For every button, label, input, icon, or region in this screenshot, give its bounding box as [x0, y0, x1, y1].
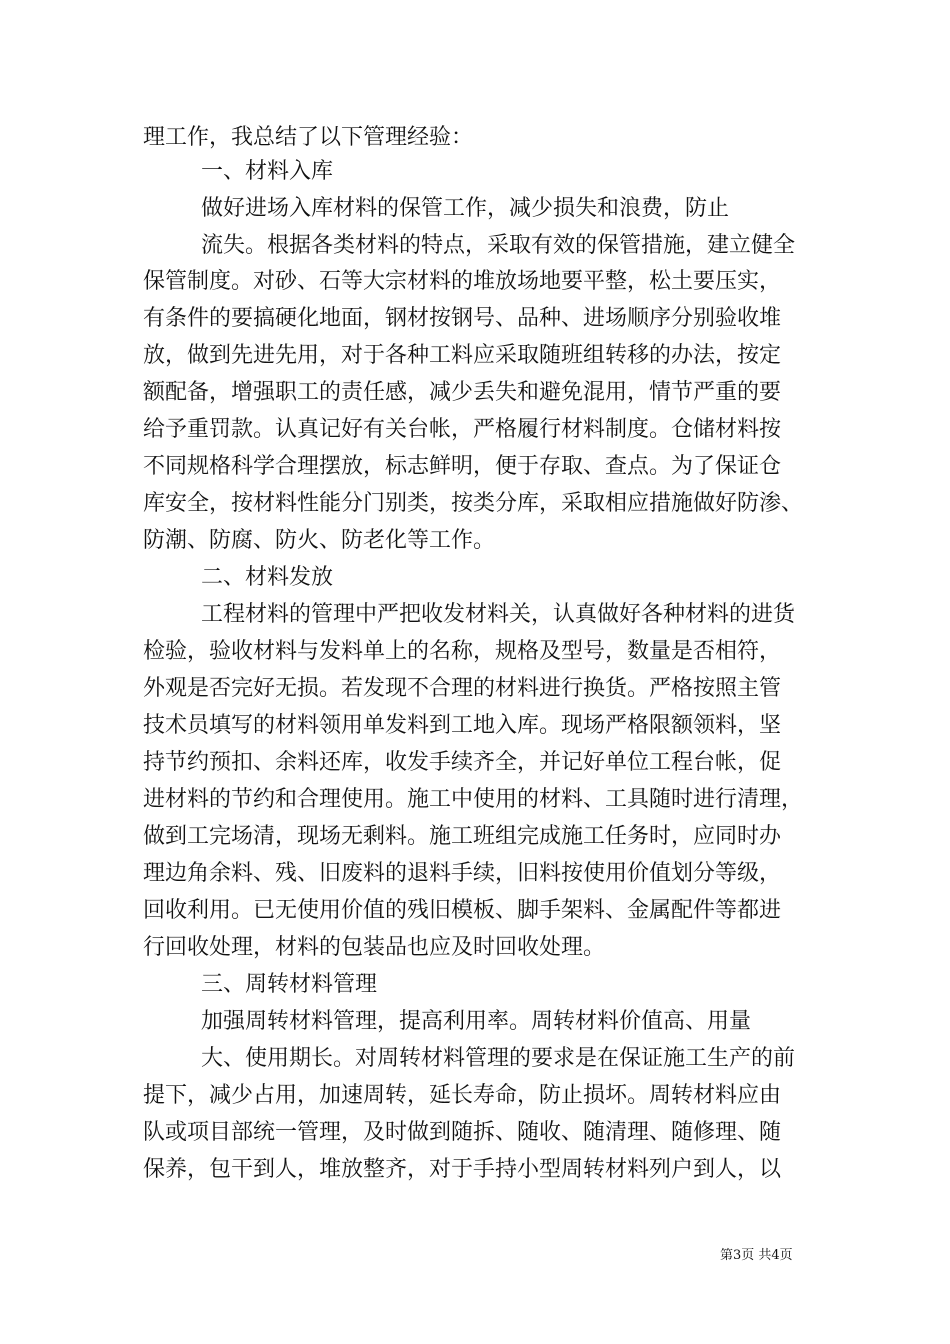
section-heading: 一、材料入库 [201, 159, 334, 184]
text-line: 不同规格科学合理摆放，标志鲜明，便于存取、查点。为了保证仓 [143, 454, 782, 479]
text-line: 理工作，我总结了以下管理经验： [143, 125, 474, 150]
text-line: 外观是否完好无损。若发现不合理的材料进行换货。严格按照主管 [143, 676, 782, 701]
text-line: 队或项目部统一管理，及时做到随拆、随收、随清理、随修理、随 [143, 1120, 782, 1145]
text-line: 进材料的节约和合理使用。施工中使用的材料、工具随时进行清理， [143, 787, 804, 812]
text-line: 保管制度。对砂、石等大宗材料的堆放场地要平整，松土要压实， [143, 269, 782, 294]
text-line: 流失。根据各类材料的特点，采取有效的保管措施，建立健全 [201, 233, 796, 258]
text-line: 有条件的要搞硬化地面，钢材按钢号、品种、进场顺序分别验收堆 [143, 306, 782, 331]
text-line: 加强周转材料管理，提高利用率。周转材料价值高、用量 [201, 1009, 752, 1034]
text-line: 检验，验收材料与发料单上的名称，规格及型号，数量是否相符， [143, 639, 782, 664]
text-line: 大、使用期长。对周转材料管理的要求是在保证施工生产的前 [201, 1046, 796, 1071]
text-line: 持节约预扣、余料还库，收发手续齐全，并记好单位工程台帐，促 [143, 750, 782, 775]
text-line: 保养，包干到人，堆放整齐，对于手持小型周转材料列户到人，以 [143, 1157, 782, 1182]
text-line: 额配备，增强职工的责任感，减少丢失和避免混用，情节严重的要 [143, 380, 782, 405]
text-line: 放，做到先进先用，对于各种工料应采取随班组转移的办法，按定 [143, 343, 782, 368]
text-line: 给予重罚款。认真记好有关台帐，严格履行材料制度。仓储材料按 [143, 417, 782, 442]
text-line: 行回收处理，材料的包装品也应及时回收处理。 [143, 935, 606, 960]
text-line: 回收利用。已无使用价值的残旧模板、脚手架料、金属配件等都进 [143, 898, 782, 923]
text-line: 库安全，按材料性能分门别类，按类分库，采取相应措施做好防渗、 [143, 491, 804, 516]
text-line: 做到工完场清，现场无剩料。施工班组完成施工任务时，应同时办 [143, 824, 782, 849]
text-line: 技术员填写的材料领用单发料到工地入库。现场严格限额领料，坚 [143, 713, 782, 738]
text-line: 理边角余料、残、旧废料的退料手续，旧料按使用价值划分等级， [143, 861, 782, 886]
text-line: 提下，减少占用，加速周转，延长寿命，防止损坏。周转材料应由 [143, 1083, 782, 1108]
text-line: 工程材料的管理中严把收发材料关，认真做好各种材料的进货 [201, 602, 796, 627]
section-heading: 三、周转材料管理 [201, 972, 378, 997]
section-heading: 二、材料发放 [201, 565, 334, 590]
text-line: 防潮、防腐、防火、防老化等工作。 [143, 528, 496, 553]
text-line: 做好进场入库材料的保管工作，减少损失和浪费，防止 [201, 196, 730, 221]
page-number: 第3页 共4页 [720, 1248, 793, 1263]
